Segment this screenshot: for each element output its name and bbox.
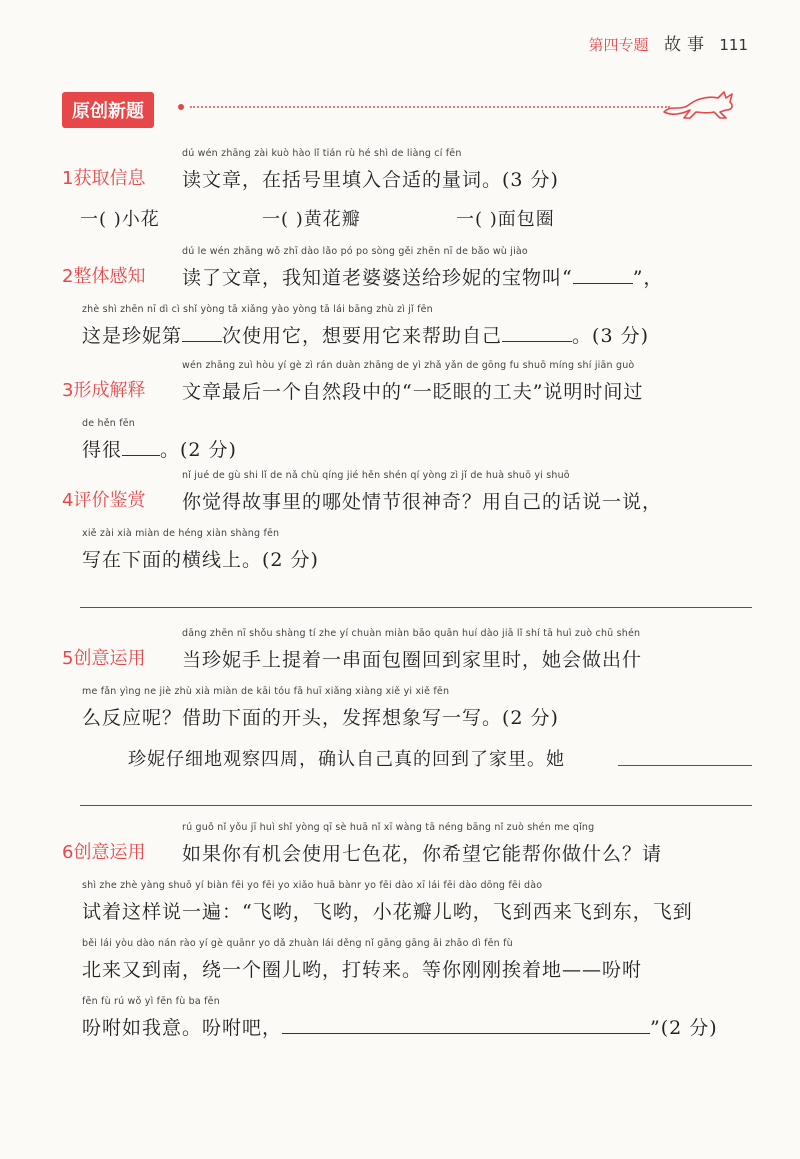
pinyin-line: me fǎn yìng ne jiè zhù xià miàn de kāi tóu fā huī xiǎng xiàng xiě yi xiě fēn [82, 686, 450, 697]
writing-prompt-start: 珍妮仔细地观察四周，确认自己真的回到了家里。她 [128, 749, 565, 770]
question-3-text: 文章最后一个自然段中的“一眨眼的工夫”说明时间过 [182, 381, 644, 403]
question-2-text: 这是珍妮第 [82, 325, 183, 347]
pinyin-line: dāng zhēn nī shǒu shàng tí zhe yí chuàn miàn bāo quān huí dào jiā lǐ shí tā huì zuò chū shén [182, 628, 641, 639]
question-1-label: 1获取信息 [62, 168, 146, 189]
question-2-text: 读了文章，我知道老婆婆送给珍妮的宝物叫“ [182, 267, 573, 289]
banner-dot [178, 104, 184, 110]
pinyin-line: zhè shì zhēn nī dì cì shǐ yòng tā xiǎng yào yòng tā lái bāng zhù zì jǐ fēn [82, 304, 433, 315]
question-4 [62, 470, 752, 586]
answer-blank[interactable] [122, 439, 160, 456]
question-5-label: 5创意运用 [62, 648, 146, 669]
question-2-label: 2整体感知 [62, 266, 146, 287]
pinyin-line: de hěn fēn [82, 418, 136, 429]
question-3 [62, 360, 752, 476]
score-label: ”(2 分) [650, 1017, 718, 1039]
pinyin-line: xiě zài xià miàn de héng xiàn shàng fēn [82, 528, 280, 539]
answer-blank[interactable] [282, 1017, 650, 1034]
question-2 [62, 246, 752, 362]
running-cat-icon [660, 82, 742, 122]
pinyin-line: běi lái yòu dào nán rào yí gè quānr yo dǎ zhuàn lái děng nǐ gāng gāng āi zhāo dì fēn fù [82, 938, 513, 949]
question-3-text: 得很 [82, 439, 123, 461]
page-header [589, 30, 748, 55]
question-5-text: 当珍妮手上提着一串面包圈回到家里时，她会做出什 [182, 649, 643, 671]
section-banner: 原创新题 [62, 92, 154, 128]
answer-blank[interactable] [573, 267, 633, 284]
question-4-text: 写在下面的横线上。(2 分) [82, 549, 319, 571]
pinyin-line: shì zhe zhè yàng shuō yí biàn fēi yo fēi yo xiǎo huā bànr yo fēi dào xī lái fēi dào dōng fēi dào [82, 880, 543, 891]
chapter-label: 第四专题 [588, 36, 649, 54]
measure-word-item: 一( )黄花瓣 [262, 209, 361, 230]
pinyin-line: fēn fù rú wǒ yì fēn fù ba fēn [82, 996, 220, 1007]
question-1-text: 读文章，在括号里填入合适的量词。(3 分) [182, 169, 559, 191]
banner-dotted-line [190, 106, 670, 108]
question-6-text: 吩咐如我意。吩咐吧， [82, 1017, 283, 1039]
question-6-text: 北来又到南，绕一个圈儿哟，打转来。等你刚刚挨着地——吩咐 [82, 959, 643, 981]
measure-word-item: 一( )小花 [80, 209, 160, 230]
pinyin-line: dú le wén zhāng wǒ zhī dào lǎo pó po sòng gěi zhēn nī de bǎo wù jiào [182, 246, 528, 257]
question-6-label: 6创意运用 [62, 842, 146, 863]
answer-line[interactable] [80, 805, 752, 806]
pinyin-line: dú wén zhāng zài kuò hào lǐ tián rù hé shì de liàng cí fēn [182, 148, 462, 159]
question-3-label: 3形成解释 [62, 380, 146, 401]
question-4-label: 4评价鉴赏 [62, 490, 146, 511]
question-6 [62, 822, 752, 1054]
measure-word-item: 一( )面包圈 [456, 209, 555, 230]
question-1 [62, 148, 752, 206]
chapter-name: 故事 [663, 35, 710, 55]
pinyin-line: nǐ jué de gù shi lǐ de nǎ chù qíng jié hěn shén qí yòng zì jǐ de huà shuō yi shuō [182, 470, 570, 481]
question-5 [62, 628, 752, 744]
pinyin-line: rú guǒ nǐ yǒu jī huì shǐ yòng qī sè huā nǐ xī wàng tā néng bāng nǐ zuò shén me qǐng [182, 822, 595, 833]
question-4-text: 你觉得故事里的哪处情节很神奇？用自己的话说一说， [182, 491, 663, 513]
question-6-text: 如果你有机会使用七色花，你希望它能帮你做什么？请 [182, 843, 663, 865]
answer-blank[interactable] [182, 325, 222, 342]
answer-blank[interactable] [502, 325, 572, 342]
score-label: 。(3 分) [572, 325, 649, 347]
question-2-text: 次使用它，想要用它来帮助自己 [222, 325, 503, 347]
answer-line[interactable] [80, 607, 752, 608]
quote-close: ”， [632, 267, 664, 289]
question-6-text: 试着这样说一遍：“飞哟，飞哟，小花瓣儿哟，飞到西来飞到东，飞到 [82, 901, 693, 923]
question-5-text: 么反应呢？借助下面的开头，发挥想象写一写。(2 分) [82, 707, 559, 729]
answer-line[interactable] [618, 765, 752, 766]
score-label: 。(2 分) [160, 439, 237, 461]
page-number: 111 [719, 36, 748, 54]
pinyin-line: wén zhāng zuì hòu yí gè zì rán duàn zhāng de yì zhǎ yǎn de gōng fu shuō míng shí jiān guò [182, 360, 635, 371]
